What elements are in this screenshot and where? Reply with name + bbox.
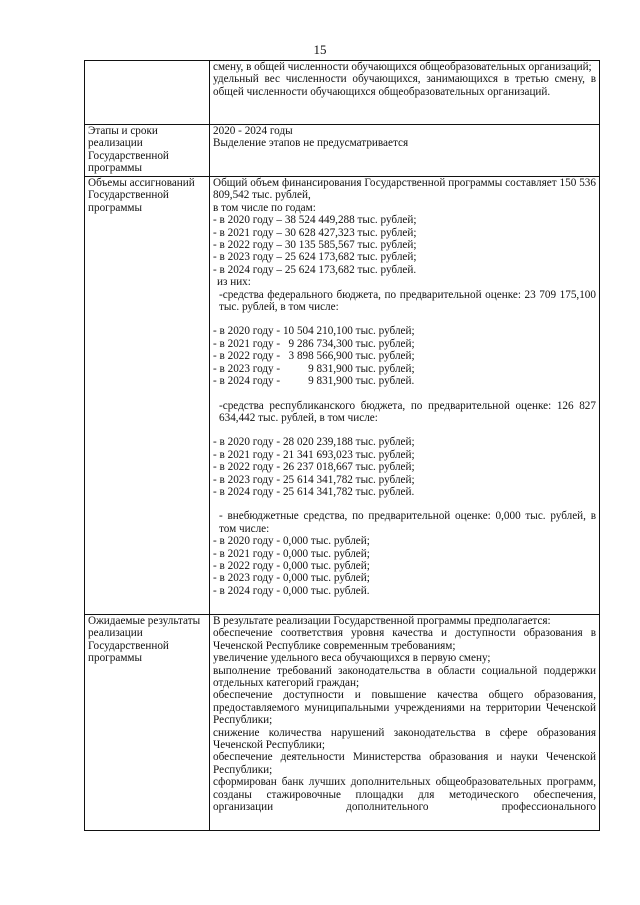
paragraph: Общий объем финансирования Государственной программы составляет 150 536 809,542 тыс. рублей,: [213, 177, 596, 202]
list-item: - в 2022 году - 0,000 тыс. рублей;: [213, 559, 370, 572]
table-row: [85, 177, 600, 615]
paragraph: снижение количества нарушений законодательства в сфере образования Чеченской Республики;: [213, 726, 596, 752]
row-label: Ожидаемые результаты реализации Государственной программы: [85, 615, 210, 831]
paragraph: -средства республиканского бюджета, по предварительной оценке: 126 827 634,442 тыс. рублей, в том числе:: [219, 399, 596, 424]
list-item: - в 2024 году – 25 624 173,682 тыс. рублей.: [213, 263, 417, 276]
list-item: - в 2024 году - 9 831,900 тыс. рублей.: [213, 375, 415, 388]
list-item: - в 2022 году - 3 898 566,900 тыс. рублей;: [213, 350, 415, 363]
list-item: - в 2021 году – 30 628 427,323 тыс. рублей;: [213, 226, 417, 239]
table-row: [85, 615, 600, 831]
list-item: - в 2021 году - 9 286 734,300 тыс. рублей;: [213, 337, 415, 350]
paragraph: в том числе по годам:: [213, 201, 316, 214]
paragraph: обеспечение доступности и повышение качества общего образования, предоставляемого муниципальными учреждениями на территории Чеченской Республики;: [213, 689, 596, 727]
row-content: [210, 61, 600, 125]
list-item: - в 2022 году - 26 237 018,667 тыс. рублей;: [213, 461, 415, 474]
row-content: [210, 177, 600, 615]
list-item: - в 2021 году - 21 341 693,023 тыс. рублей;: [213, 448, 415, 461]
paragraph: 2020 - 2024 годы: [213, 125, 293, 137]
list-item: - в 2024 году - 25 614 341,782 тыс. рублей.: [213, 485, 415, 498]
table-row: [85, 125, 600, 177]
list-item: - в 2023 году – 25 624 173,682 тыс. рублей;: [213, 251, 417, 264]
paragraph: - внебюджетные средства, по предварительной оценке: 0,000 тыс. рублей, в том числе:: [219, 510, 596, 535]
list-item: - в 2024 году - 0,000 тыс. рублей.: [213, 584, 370, 597]
program-passport-table: [84, 60, 600, 831]
list-item: - в 2020 году - 10 504 210,100 тыс. рублей;: [213, 325, 415, 338]
paragraph: из них:: [217, 276, 251, 289]
list-item: - в 2020 году - 28 020 239,188 тыс. рублей;: [213, 436, 415, 449]
paragraph: обеспечение деятельности Министерства образования и науки Чеченской Республики;: [213, 751, 596, 776]
paragraph: -средства федерального бюджета, по предварительной оценке: 23 709 175,100 тыс. рублей, в том числе:: [219, 288, 596, 314]
list-item: - в 2020 году - 0,000 тыс. рублей;: [213, 535, 370, 548]
page-number: 15: [313, 42, 327, 57]
paragraph: удельный вес численности обучающихся, занимающихся в третью смену, в общей численности обучающихся общеобразовательных организаций.: [213, 73, 596, 98]
paragraph: В результате реализации Государственной программы предполагается:: [213, 615, 551, 627]
list-item: - в 2023 году - 25 614 341,782 тыс. рублей;: [213, 473, 415, 486]
paragraph: выполнение требований законодательства в области социальной поддержки отдельных категорий граждан;: [213, 664, 596, 690]
row-label: [85, 61, 210, 125]
row-content: [210, 125, 600, 177]
row-label: Этапы и сроки реализации Государственной программы: [85, 125, 210, 177]
row-content: [210, 615, 600, 831]
list-item: - в 2022 году – 30 135 585,567 тыс. рублей;: [213, 239, 417, 252]
list-item: - в 2020 году – 38 524 449,288 тыс. рублей;: [213, 214, 417, 227]
paragraph: обеспечение соответствия уровня качества и доступности образования в Чеченской Республике современным требованиям;: [213, 627, 596, 652]
paragraph: Выделение этапов не предусматривается: [213, 137, 409, 150]
list-item: - в 2023 году - 9 831,900 тыс. рублей;: [213, 362, 415, 375]
table-row: [85, 61, 600, 125]
list-item: - в 2023 году - 0,000 тыс. рублей;: [213, 572, 370, 585]
list-item: - в 2021 году - 0,000 тыс. рублей;: [213, 547, 370, 560]
paragraph: увеличение удельного веса обучающихся в первую смену;: [213, 652, 491, 665]
paragraph: сформирован банк лучших дополнительных общеобразовательных программ, созданы стажировочные площадки для методического обеспечения, организации дополнительного профессионального: [213, 776, 596, 814]
row-label: Объемы ассигнований Государственной программы: [85, 177, 210, 615]
paragraph: смену, в общей численности обучающихся общеобразовательных организаций;: [213, 61, 592, 73]
